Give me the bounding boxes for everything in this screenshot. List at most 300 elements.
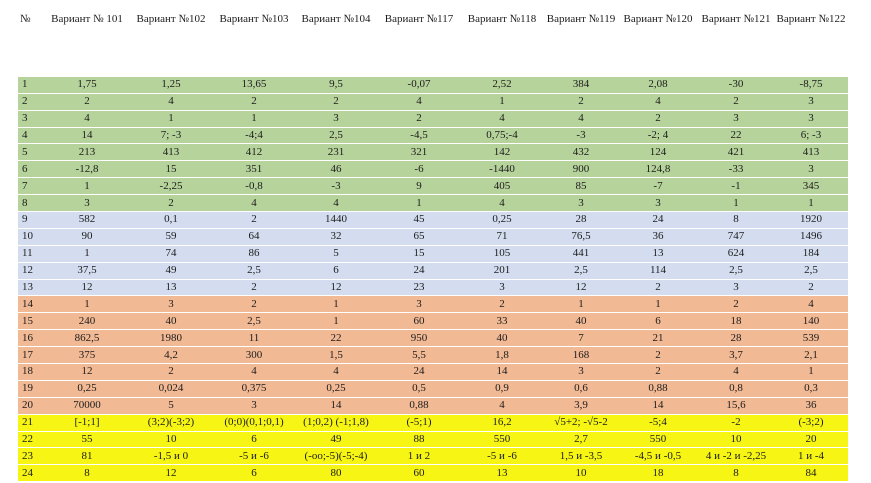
cell-variant-120: 550 <box>618 431 698 448</box>
cell-variant-104: 1440 <box>294 212 378 229</box>
cell-variant-120: 1 <box>618 296 698 313</box>
cell-variant-102: 12 <box>128 465 214 482</box>
cell-variant-101: 213 <box>46 144 128 161</box>
cell-variant-104: 1 <box>294 296 378 313</box>
cell-variant-118: 201 <box>460 262 544 279</box>
header-variant-120: Вариант №120 <box>618 6 698 60</box>
cell-variant-102: 13 <box>128 279 214 296</box>
cell-number: 14 <box>18 296 46 313</box>
cell-variant-103: 11 <box>214 330 294 347</box>
cell-variant-117: 24 <box>378 364 460 381</box>
cell-variant-117: 0,5 <box>378 380 460 397</box>
cell-variant-120: 36 <box>618 228 698 245</box>
cell-variant-122: 20 <box>774 431 848 448</box>
cell-variant-121: 2,5 <box>698 262 774 279</box>
table-row <box>18 144 848 161</box>
cell-variant-104: 231 <box>294 144 378 161</box>
cell-variant-104: 2 <box>294 93 378 110</box>
cell-variant-117: 950 <box>378 330 460 347</box>
cell-variant-121: -1 <box>698 178 774 195</box>
cell-variant-103: 3 <box>214 397 294 414</box>
cell-variant-102: 2 <box>128 364 214 381</box>
cell-number: 16 <box>18 330 46 347</box>
cell-variant-117: 24 <box>378 262 460 279</box>
cell-variant-120: -2; 4 <box>618 127 698 144</box>
cell-variant-121: 2 <box>698 296 774 313</box>
cell-variant-120: 18 <box>618 465 698 482</box>
cell-variant-103: 4 <box>214 364 294 381</box>
spacer-cell <box>18 60 848 76</box>
cell-variant-120: 2 <box>618 364 698 381</box>
header-variant-101: Вариант № 101 <box>46 6 128 60</box>
cell-variant-118: 2 <box>460 296 544 313</box>
cell-variant-102: 7; -3 <box>128 127 214 144</box>
cell-number: 4 <box>18 127 46 144</box>
cell-variant-119: 40 <box>544 313 618 330</box>
cell-variant-117: 60 <box>378 313 460 330</box>
cell-variant-101: 81 <box>46 448 128 465</box>
cell-variant-102: 1,25 <box>128 76 214 93</box>
cell-variant-104: 80 <box>294 465 378 482</box>
cell-variant-119: 2 <box>544 93 618 110</box>
cell-number: 18 <box>18 364 46 381</box>
cell-variant-120: 124,8 <box>618 161 698 178</box>
cell-variant-121: 3 <box>698 110 774 127</box>
cell-variant-102: 1 <box>128 110 214 127</box>
cell-variant-122: (-3;2) <box>774 414 848 431</box>
cell-variant-120: 2 <box>618 347 698 364</box>
cell-number: 7 <box>18 178 46 195</box>
cell-number: 22 <box>18 431 46 448</box>
cell-variant-117: 9 <box>378 178 460 195</box>
cell-number: 11 <box>18 245 46 262</box>
cell-variant-120: 13 <box>618 245 698 262</box>
cell-variant-118: 550 <box>460 431 544 448</box>
cell-variant-104: 49 <box>294 431 378 448</box>
table-row <box>18 296 848 313</box>
cell-variant-104: 6 <box>294 262 378 279</box>
cell-variant-121: 1 <box>698 195 774 212</box>
cell-variant-102: 4,2 <box>128 347 214 364</box>
cell-variant-121: 15,6 <box>698 397 774 414</box>
cell-variant-102: 1980 <box>128 330 214 347</box>
cell-variant-117: 0,88 <box>378 397 460 414</box>
cell-variant-121: 0,8 <box>698 380 774 397</box>
cell-variant-120: 6 <box>618 313 698 330</box>
cell-variant-118: 105 <box>460 245 544 262</box>
cell-variant-103: 2,5 <box>214 313 294 330</box>
cell-variant-119: √5+2; -√5-2 <box>544 414 618 431</box>
cell-variant-117: 2 <box>378 110 460 127</box>
header-variant-103: Вариант №103 <box>214 6 294 60</box>
table-row <box>18 279 848 296</box>
cell-variant-101: 37,5 <box>46 262 128 279</box>
cell-variant-103: -0,8 <box>214 178 294 195</box>
cell-number: 6 <box>18 161 46 178</box>
cell-variant-103: -4;4 <box>214 127 294 144</box>
cell-variant-101: [-1;1] <box>46 414 128 431</box>
header-spacer <box>18 60 848 76</box>
cell-variant-119: 2,5 <box>544 262 618 279</box>
cell-variant-122: 1496 <box>774 228 848 245</box>
cell-variant-120: 0,88 <box>618 380 698 397</box>
cell-variant-104: 14 <box>294 397 378 414</box>
cell-variant-104: (1;0,2) (-1;1,8) <box>294 414 378 431</box>
cell-variant-119: 3,9 <box>544 397 618 414</box>
cell-variant-118: 14 <box>460 364 544 381</box>
header-variant-104: Вариант №104 <box>294 6 378 60</box>
cell-variant-101: 2 <box>46 93 128 110</box>
cell-variant-119: 441 <box>544 245 618 262</box>
cell-variant-104: 2,5 <box>294 127 378 144</box>
cell-variant-122: 0,3 <box>774 380 848 397</box>
cell-variant-102: 3 <box>128 296 214 313</box>
cell-variant-117: 15 <box>378 245 460 262</box>
cell-number: 23 <box>18 448 46 465</box>
cell-variant-121: -2 <box>698 414 774 431</box>
cell-number: 19 <box>18 380 46 397</box>
cell-variant-103: 412 <box>214 144 294 161</box>
cell-variant-119: 1 <box>544 296 618 313</box>
cell-variant-122: 4 <box>774 296 848 313</box>
cell-variant-120: 2,08 <box>618 76 698 93</box>
cell-variant-101: 862,5 <box>46 330 128 347</box>
cell-variant-101: 1 <box>46 296 128 313</box>
cell-variant-122: 2,5 <box>774 262 848 279</box>
cell-variant-101: 14 <box>46 127 128 144</box>
cell-variant-117: 88 <box>378 431 460 448</box>
table-row <box>18 161 848 178</box>
cell-variant-104: 1,5 <box>294 347 378 364</box>
cell-variant-118: 16,2 <box>460 414 544 431</box>
cell-variant-121: 2 <box>698 93 774 110</box>
cell-variant-104: 46 <box>294 161 378 178</box>
cell-variant-121: 3 <box>698 279 774 296</box>
cell-variant-117: 45 <box>378 212 460 229</box>
table-row <box>18 380 848 397</box>
cell-variant-102: 49 <box>128 262 214 279</box>
cell-variant-121: 10 <box>698 431 774 448</box>
cell-variant-102: 59 <box>128 228 214 245</box>
cell-number: 5 <box>18 144 46 161</box>
cell-variant-119: 85 <box>544 178 618 195</box>
cell-variant-104: 22 <box>294 330 378 347</box>
cell-variant-104: (-oo;-5)(-5;-4) <box>294 448 378 465</box>
cell-variant-102: 40 <box>128 313 214 330</box>
header-variant-117: Вариант №117 <box>378 6 460 60</box>
cell-variant-118: 3 <box>460 279 544 296</box>
cell-variant-120: 2 <box>618 279 698 296</box>
cell-variant-102: 413 <box>128 144 214 161</box>
cell-number: 3 <box>18 110 46 127</box>
cell-variant-118: 33 <box>460 313 544 330</box>
cell-variant-122: 3 <box>774 93 848 110</box>
cell-variant-121: 624 <box>698 245 774 262</box>
cell-variant-122: 1 <box>774 195 848 212</box>
cell-variant-103: 2 <box>214 93 294 110</box>
cell-variant-117: -0,07 <box>378 76 460 93</box>
cell-variant-122: 6; -3 <box>774 127 848 144</box>
cell-variant-103: 2 <box>214 279 294 296</box>
cell-number: 20 <box>18 397 46 414</box>
table-row <box>18 195 848 212</box>
header-number: № <box>18 6 46 60</box>
cell-variant-104: 1 <box>294 313 378 330</box>
cell-variant-104: 4 <box>294 364 378 381</box>
cell-variant-119: 0,6 <box>544 380 618 397</box>
cell-variant-103: -5 и -6 <box>214 448 294 465</box>
cell-variant-117: 60 <box>378 465 460 482</box>
cell-variant-101: 90 <box>46 228 128 245</box>
cell-variant-101: 375 <box>46 347 128 364</box>
cell-variant-121: 22 <box>698 127 774 144</box>
cell-variant-101: 55 <box>46 431 128 448</box>
cell-variant-122: 345 <box>774 178 848 195</box>
cell-number: 1 <box>18 76 46 93</box>
header-variant-119: Вариант №119 <box>544 6 618 60</box>
cell-variant-117: 321 <box>378 144 460 161</box>
cell-variant-118: 0,25 <box>460 212 544 229</box>
table-row <box>18 228 848 245</box>
table-row <box>18 313 848 330</box>
cell-variant-122: 413 <box>774 144 848 161</box>
cell-variant-119: 2,7 <box>544 431 618 448</box>
cell-variant-121: 3,7 <box>698 347 774 364</box>
cell-variant-118: 4 <box>460 195 544 212</box>
cell-variant-122: 84 <box>774 465 848 482</box>
header-variant-121: Вариант №121 <box>698 6 774 60</box>
cell-variant-103: 2 <box>214 212 294 229</box>
cell-variant-118: 71 <box>460 228 544 245</box>
cell-variant-117: 1 <box>378 195 460 212</box>
cell-variant-103: 351 <box>214 161 294 178</box>
header-variant-122: Вариант №122 <box>774 6 848 60</box>
cell-variant-121: 4 и -2 и -2,25 <box>698 448 774 465</box>
cell-variant-120: 4 <box>618 93 698 110</box>
cell-variant-118: 13 <box>460 465 544 482</box>
cell-variant-119: -3 <box>544 127 618 144</box>
cell-variant-103: 86 <box>214 245 294 262</box>
cell-number: 24 <box>18 465 46 482</box>
cell-number: 15 <box>18 313 46 330</box>
cell-variant-121: -30 <box>698 76 774 93</box>
cell-variant-118: -1440 <box>460 161 544 178</box>
table-row <box>18 212 848 229</box>
cell-variant-118: 0,75;-4 <box>460 127 544 144</box>
cell-variant-103: 6 <box>214 431 294 448</box>
cell-variant-103: 6 <box>214 465 294 482</box>
cell-variant-102: 10 <box>128 431 214 448</box>
cell-variant-118: 4 <box>460 397 544 414</box>
cell-variant-103: 4 <box>214 195 294 212</box>
cell-variant-101: 0,25 <box>46 380 128 397</box>
cell-variant-104: 4 <box>294 195 378 212</box>
cell-variant-120: 2 <box>618 110 698 127</box>
cell-variant-104: 3 <box>294 110 378 127</box>
cell-variant-122: 539 <box>774 330 848 347</box>
cell-variant-117: 1 и 2 <box>378 448 460 465</box>
cell-variant-122: 1 <box>774 364 848 381</box>
cell-variant-117: 4 <box>378 93 460 110</box>
cell-variant-101: 240 <box>46 313 128 330</box>
cell-variant-118: 40 <box>460 330 544 347</box>
cell-variant-101: 3 <box>46 195 128 212</box>
cell-variant-118: 2,52 <box>460 76 544 93</box>
cell-variant-122: -8,75 <box>774 76 848 93</box>
cell-number: 12 <box>18 262 46 279</box>
cell-variant-122: 36 <box>774 397 848 414</box>
cell-variant-121: 8 <box>698 212 774 229</box>
cell-variant-122: 1920 <box>774 212 848 229</box>
cell-variant-120: 114 <box>618 262 698 279</box>
cell-variant-101: -12,8 <box>46 161 128 178</box>
cell-variant-101: 1 <box>46 178 128 195</box>
cell-variant-119: 28 <box>544 212 618 229</box>
cell-variant-122: 3 <box>774 110 848 127</box>
cell-variant-102: -2,25 <box>128 178 214 195</box>
cell-variant-121: 747 <box>698 228 774 245</box>
table-row <box>18 330 848 347</box>
cell-variant-120: -5;4 <box>618 414 698 431</box>
cell-variant-101: 582 <box>46 212 128 229</box>
cell-variant-120: -4,5 и -0,5 <box>618 448 698 465</box>
cell-variant-103: 300 <box>214 347 294 364</box>
cell-variant-104: 0,25 <box>294 380 378 397</box>
table-row <box>18 397 848 414</box>
table-row <box>18 178 848 195</box>
table-row <box>18 448 848 465</box>
cell-variant-119: 168 <box>544 347 618 364</box>
cell-variant-122: 1 и -4 <box>774 448 848 465</box>
cell-variant-101: 12 <box>46 364 128 381</box>
cell-variant-122: 2 <box>774 279 848 296</box>
cell-variant-102: 0,1 <box>128 212 214 229</box>
table-row <box>18 76 848 93</box>
cell-variant-117: -4,5 <box>378 127 460 144</box>
cell-variant-117: 3 <box>378 296 460 313</box>
cell-number: 17 <box>18 347 46 364</box>
cell-variant-101: 4 <box>46 110 128 127</box>
cell-number: 2 <box>18 93 46 110</box>
cell-variant-119: 900 <box>544 161 618 178</box>
cell-variant-104: -3 <box>294 178 378 195</box>
table-row <box>18 93 848 110</box>
cell-variant-101: 1,75 <box>46 76 128 93</box>
table-row <box>18 127 848 144</box>
cell-variant-122: 3 <box>774 161 848 178</box>
table-row <box>18 465 848 482</box>
cell-variant-103: 2,5 <box>214 262 294 279</box>
cell-variant-120: -7 <box>618 178 698 195</box>
cell-number: 21 <box>18 414 46 431</box>
cell-variant-104: 12 <box>294 279 378 296</box>
cell-variant-122: 2,1 <box>774 347 848 364</box>
cell-variant-101: 8 <box>46 465 128 482</box>
table-row <box>18 245 848 262</box>
cell-variant-117: (-5;1) <box>378 414 460 431</box>
cell-variant-119: 4 <box>544 110 618 127</box>
cell-variant-121: -33 <box>698 161 774 178</box>
cell-variant-118: 1 <box>460 93 544 110</box>
table-row <box>18 431 848 448</box>
cell-variant-102: 2 <box>128 195 214 212</box>
cell-variant-104: 32 <box>294 228 378 245</box>
cell-variant-118: 0,9 <box>460 380 544 397</box>
cell-variant-120: 14 <box>618 397 698 414</box>
cell-variant-118: 142 <box>460 144 544 161</box>
cell-variant-119: 10 <box>544 465 618 482</box>
cell-variant-120: 24 <box>618 212 698 229</box>
table-row <box>18 262 848 279</box>
cell-variant-120: 21 <box>618 330 698 347</box>
cell-variant-117: 65 <box>378 228 460 245</box>
cell-variant-119: 3 <box>544 364 618 381</box>
cell-variant-103: 64 <box>214 228 294 245</box>
header-variant-102: Вариант №102 <box>128 6 214 60</box>
table-row <box>18 347 848 364</box>
cell-variant-117: 5,5 <box>378 347 460 364</box>
cell-variant-120: 3 <box>618 195 698 212</box>
cell-variant-102: 15 <box>128 161 214 178</box>
cell-variant-117: -6 <box>378 161 460 178</box>
header-row <box>18 6 848 60</box>
answers-table <box>18 6 848 482</box>
cell-variant-104: 9,5 <box>294 76 378 93</box>
cell-variant-102: 5 <box>128 397 214 414</box>
cell-number: 10 <box>18 228 46 245</box>
cell-variant-102: -1,5 и 0 <box>128 448 214 465</box>
cell-variant-121: 4 <box>698 364 774 381</box>
cell-variant-102: 4 <box>128 93 214 110</box>
cell-variant-119: 76,5 <box>544 228 618 245</box>
cell-variant-121: 8 <box>698 465 774 482</box>
cell-variant-101: 70000 <box>46 397 128 414</box>
cell-variant-119: 12 <box>544 279 618 296</box>
cell-variant-103: 2 <box>214 296 294 313</box>
cell-variant-103: 1 <box>214 110 294 127</box>
cell-variant-122: 184 <box>774 245 848 262</box>
table-row <box>18 110 848 127</box>
cell-variant-118: 405 <box>460 178 544 195</box>
cell-variant-101: 12 <box>46 279 128 296</box>
cell-variant-102: 74 <box>128 245 214 262</box>
cell-variant-103: 0,375 <box>214 380 294 397</box>
cell-variant-122: 140 <box>774 313 848 330</box>
cell-variant-121: 18 <box>698 313 774 330</box>
cell-number: 13 <box>18 279 46 296</box>
table-body <box>18 60 848 482</box>
cell-variant-102: (3;2)(-3;2) <box>128 414 214 431</box>
cell-number: 9 <box>18 212 46 229</box>
header-variant-118: Вариант №118 <box>460 6 544 60</box>
cell-variant-104: 5 <box>294 245 378 262</box>
cell-variant-119: 3 <box>544 195 618 212</box>
cell-variant-118: 4 <box>460 110 544 127</box>
cell-variant-118: 1,8 <box>460 347 544 364</box>
table-row <box>18 364 848 381</box>
cell-variant-102: 0,024 <box>128 380 214 397</box>
cell-variant-119: 1,5 и -3,5 <box>544 448 618 465</box>
table-row <box>18 414 848 431</box>
cell-variant-121: 28 <box>698 330 774 347</box>
cell-variant-119: 432 <box>544 144 618 161</box>
cell-variant-120: 124 <box>618 144 698 161</box>
cell-variant-117: 23 <box>378 279 460 296</box>
cell-variant-121: 421 <box>698 144 774 161</box>
cell-variant-118: -5 и -6 <box>460 448 544 465</box>
cell-variant-119: 384 <box>544 76 618 93</box>
cell-variant-103: 13,65 <box>214 76 294 93</box>
